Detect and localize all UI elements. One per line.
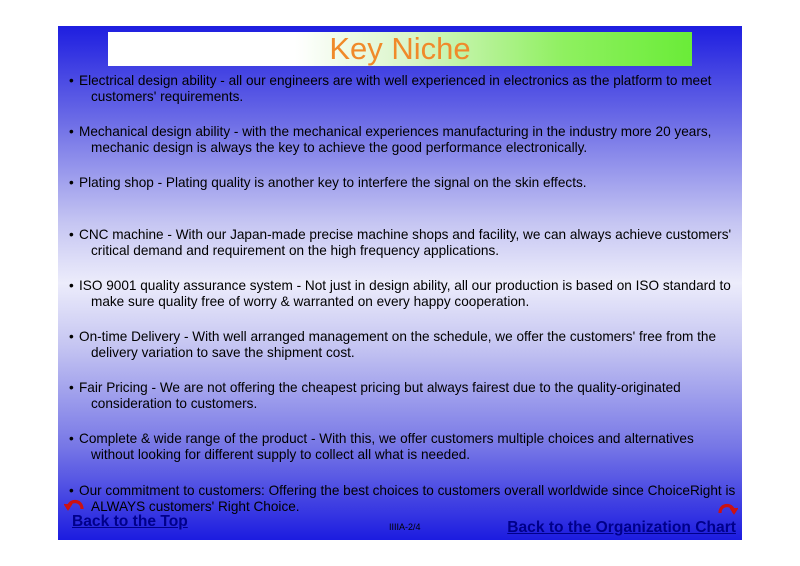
list-item-text: Mechanical design ability - with the mechanical experiences manufacturing in the industry more 20 years, mechanic design is always the key to achieve the good performance electronically. xyxy=(79,124,712,156)
list-item xyxy=(58,329,742,380)
bullet-dot: • xyxy=(69,328,74,344)
list-item xyxy=(58,431,742,482)
list-item-text: CNC machine - With our Japan-made precise machine shops and facility, we can always achieve customers' critical demand and requirement on the high frequency applications. xyxy=(79,226,732,258)
bullet-dot: • xyxy=(69,277,74,293)
list-item xyxy=(58,227,742,278)
list-item-text: Complete & wide range of the product - With this, we offer customers multiple choices and alternatives without looking for different supply to collect all what is needed. xyxy=(79,431,694,463)
list-item-text: Electrical design ability - all our engineers are with well experienced in electronics as the platform to meet customers' requirements. xyxy=(79,73,712,104)
back-to-top-link[interactable]: Back to the Top xyxy=(72,513,188,530)
list-item xyxy=(58,278,742,329)
page-number: IIIIA-2/4 xyxy=(389,522,421,532)
list-item-text: ISO 9001 quality assurance system - Not just in design ability, all our production is based on ISO standard to make sure quality free of worry & warranted on every happy cooperation. xyxy=(79,277,731,309)
bullet-dot: • xyxy=(69,482,74,498)
page-title: Key Niche xyxy=(329,31,471,66)
bullet-dot: • xyxy=(69,226,74,242)
list-item xyxy=(58,380,742,431)
bullet-list xyxy=(58,73,742,534)
bullet-dot: • xyxy=(69,175,74,191)
bullet-dot: • xyxy=(69,73,74,88)
bullet-dot: • xyxy=(69,380,74,396)
title-bar xyxy=(108,32,692,66)
list-item-text: Plating shop - Plating quality is another key to interfere the signal on the skin effects. xyxy=(79,175,587,191)
list-item-text: Our commitment to customers: Offering the best choices to customers overall worldwide since ChoiceRight is ALWAYS customers' Right Choice. xyxy=(79,482,736,514)
list-item-text: On-time Delivery - With well arranged management on the schedule, we offer the customers' free from the delivery variation to save the shipment cost. xyxy=(79,328,717,360)
bullet-dot: • xyxy=(69,431,74,447)
bullet-dot: • xyxy=(69,124,74,140)
list-item xyxy=(58,73,742,124)
back-to-org-chart-link[interactable]: Back to the Organization Chart xyxy=(507,519,736,536)
list-item xyxy=(58,124,742,175)
list-item-text: Fair Pricing - We are not offering the cheapest pricing but always fairest due to the quality-originated consideration to customers. xyxy=(79,380,681,412)
list-item xyxy=(58,175,742,226)
slide xyxy=(58,26,742,540)
